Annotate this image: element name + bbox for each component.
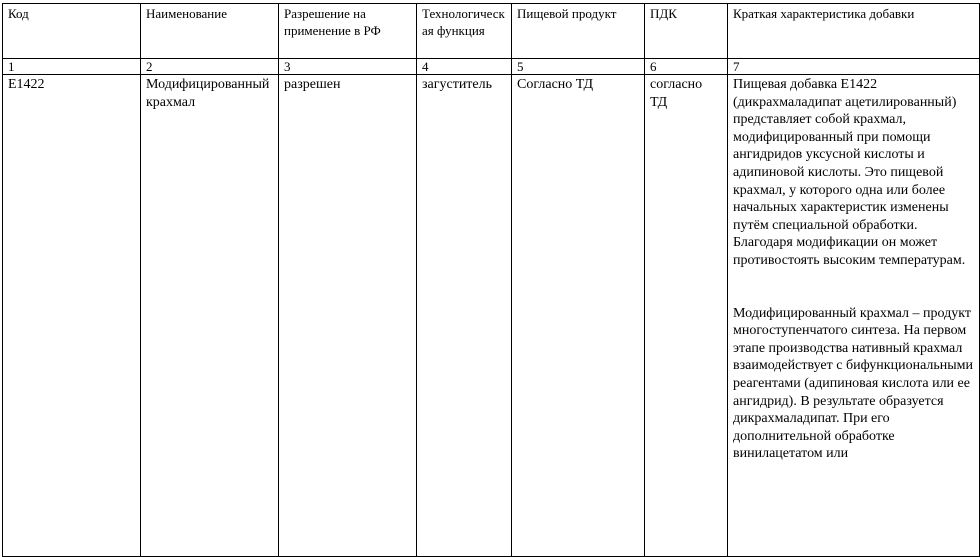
column-number: 7 [728, 59, 980, 75]
column-number: 1 [3, 59, 141, 75]
cell-permission: разрешен [279, 75, 417, 557]
column-number: 5 [512, 59, 645, 75]
table-header-row [3, 4, 980, 59]
column-number-row [3, 59, 980, 75]
cell-function: загуститель [417, 75, 512, 557]
food-additive-table [2, 3, 980, 557]
cell-name: Модифицированный крахмал [141, 75, 279, 557]
header-function: Технологическая функция [417, 4, 512, 59]
header-pdk: ПДК [645, 4, 728, 59]
description-paragraph-2: Модифицированный крахмал – продукт многоступенчатого синтеза. На первом этапе производства нативный крахмал взаимодействует с бифункциональными реагентами (адипиновая кислота или ее ангидрид). В результате образуется дикрахмаладипат. При его дополнительной обработке винилацетатом или [733, 305, 974, 462]
column-number: 6 [645, 59, 728, 75]
column-number: 4 [417, 59, 512, 75]
column-number: 2 [141, 59, 279, 75]
header-permission: Разрешение на применение в РФ [279, 4, 417, 59]
cell-pdk: согласно ТД [645, 75, 728, 557]
cell-food-product: Согласно ТД [512, 75, 645, 557]
paragraph-spacer [733, 270, 974, 305]
header-food-product: Пищевой продукт [512, 4, 645, 59]
description-paragraph-1: Пищевая добавка Е1422 (дикрахмаладипат ацетилированный) представляет собой крахмал, модифицированный при помощи ангидридов уксусной кислоты и адипиновой кислоты. Это пищевой крахмал, у которого одна или более начальных характеристик изменены путём специальной обработки. Благодаря модификации он может противостоять высоким температурам. [733, 77, 966, 268]
cell-code: Е1422 [3, 75, 141, 557]
cell-description [728, 75, 980, 557]
header-description: Краткая характеристика добавки [728, 4, 980, 59]
column-number: 3 [279, 59, 417, 75]
table-row [3, 75, 980, 557]
header-name: Наименование [141, 4, 279, 59]
header-code: Код [3, 4, 141, 59]
